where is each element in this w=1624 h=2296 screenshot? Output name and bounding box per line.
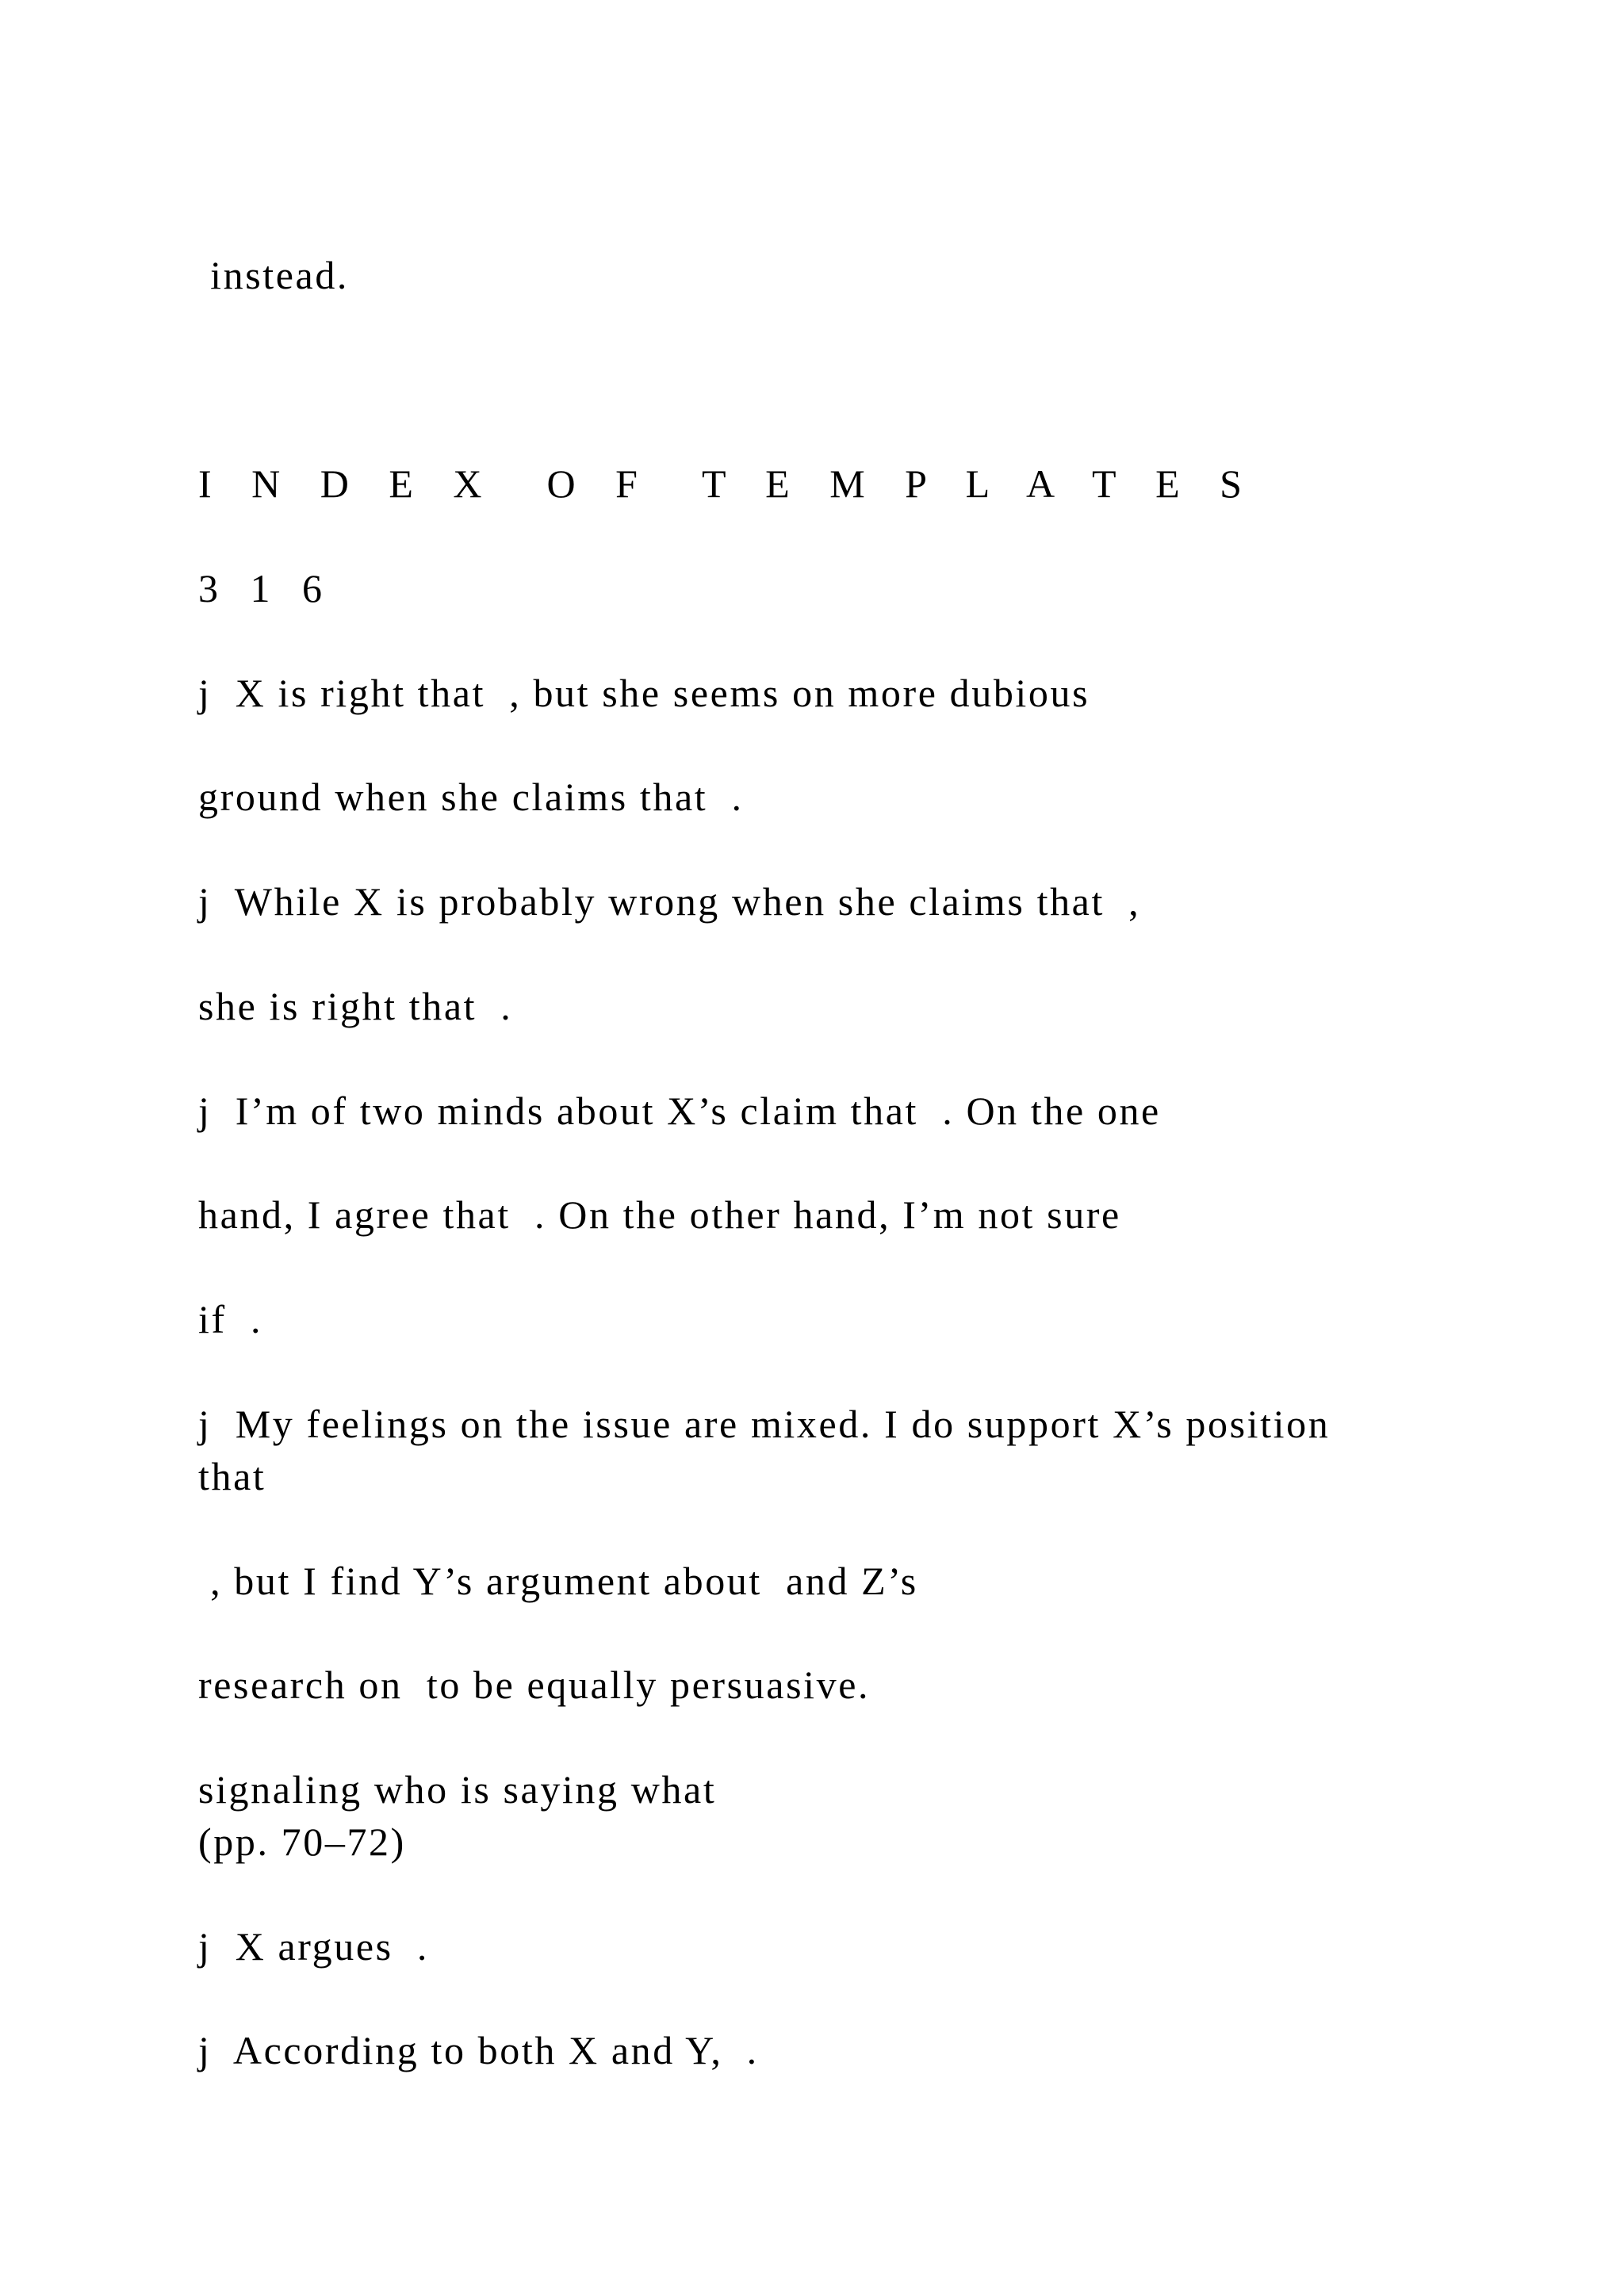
page-reference: (pp. 70–72) <box>198 1820 406 1864</box>
template-line: j According to both X and Y, . <box>198 2028 759 2072</box>
template-line: j X argues . <box>198 1924 429 1969</box>
template-line: , but I find Y’s argument about and Z’s <box>198 1559 918 1603</box>
page-number: 3 1 6 <box>198 566 333 610</box>
template-line: research on to be equally persuasive. <box>198 1663 871 1707</box>
template-line: j X is right that , but she seems on more dubious <box>198 671 1090 715</box>
template-line: if . <box>198 1297 263 1341</box>
template-line: hand, I agree that . On the other hand, I’m not sure <box>198 1192 1121 1237</box>
running-header: I N D E X O F T E M P L A T E S <box>198 461 1257 506</box>
continued-text: instead. <box>198 253 350 297</box>
section-heading: signaling who is saying what <box>198 1767 717 1812</box>
template-line: she is right that . <box>198 984 513 1028</box>
template-line: j My feelings on the issue are mixed. I do support X’s position <box>198 1402 1331 1446</box>
template-line: that <box>198 1454 266 1498</box>
template-line: ground when she claims that . <box>198 775 744 819</box>
template-line: j While X is probably wrong when she claims that , <box>198 879 1141 924</box>
template-line: j I’m of two minds about X’s claim that . On the one <box>198 1089 1161 1133</box>
